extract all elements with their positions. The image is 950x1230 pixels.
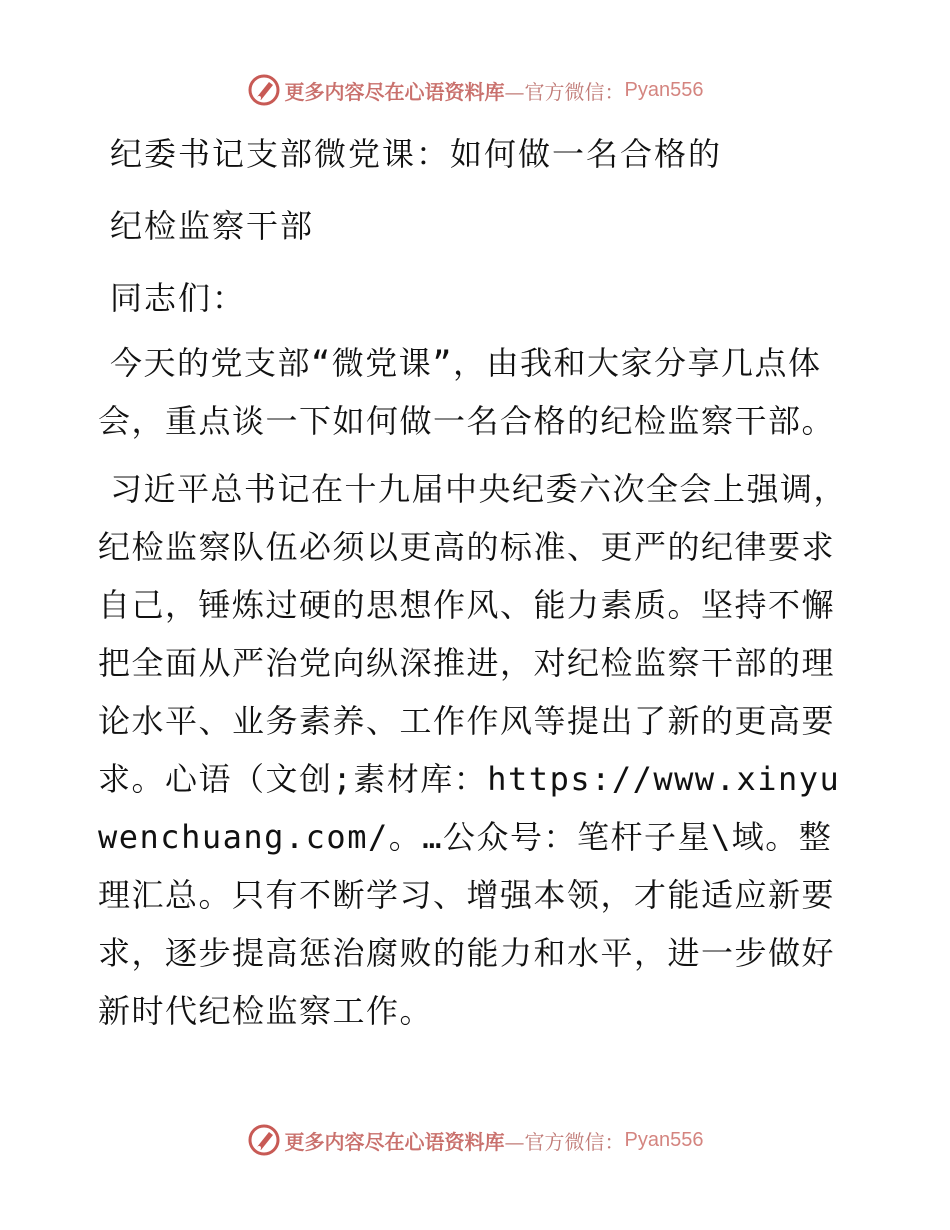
banner-wechat-id: Pyan556 bbox=[624, 1128, 704, 1151]
banner-site-text: 更多内容尽在心语资料库 bbox=[284, 1129, 505, 1154]
document-body bbox=[98, 118, 858, 1040]
document-title-line-2: 纪检监察干部 bbox=[110, 207, 315, 245]
pen-logo-icon bbox=[247, 1123, 281, 1157]
banner-site-text: 更多内容尽在心语资料库 bbox=[284, 79, 505, 104]
banner-dash-text: —官方微信： bbox=[504, 79, 625, 104]
paragraph-1: 今天的党支部“微党课”，由我和大家分享几点体会，重点谈一下如何做一名合格的纪检监察干部。 bbox=[98, 344, 836, 440]
pen-logo-icon bbox=[247, 73, 281, 107]
header-banner bbox=[0, 70, 950, 110]
footer-banner bbox=[0, 1120, 950, 1160]
document-title-line-1: 纪委书记支部微党课：如何做一名合格的 bbox=[110, 135, 723, 173]
banner-dash-text: —官方微信： bbox=[504, 1129, 625, 1154]
banner-wechat-id: Pyan556 bbox=[624, 78, 704, 101]
greeting: 同志们： bbox=[110, 279, 247, 317]
paragraph-2: 习近平总书记在十九届中央纪委六次全会上强调，纪检监察队伍必须以更高的标准、更严的纪律要求自己，锤炼过硬的思想作风、能力素质。坚持不懈把全面从严治党向纵深推进，对纪检监察干部的理论水平、业务素养、工作作风等提出了新的更高要求。心语（文创;素材库：https://www.xinyuwenchuang.com/。…公众号：笔杆子星\域。整理汇总。只有不断学习、增强本领，才能适应新要求，逐步提高惩治腐败的能力和水平，进一步做好新时代纪检监察工作。 bbox=[98, 470, 848, 1030]
